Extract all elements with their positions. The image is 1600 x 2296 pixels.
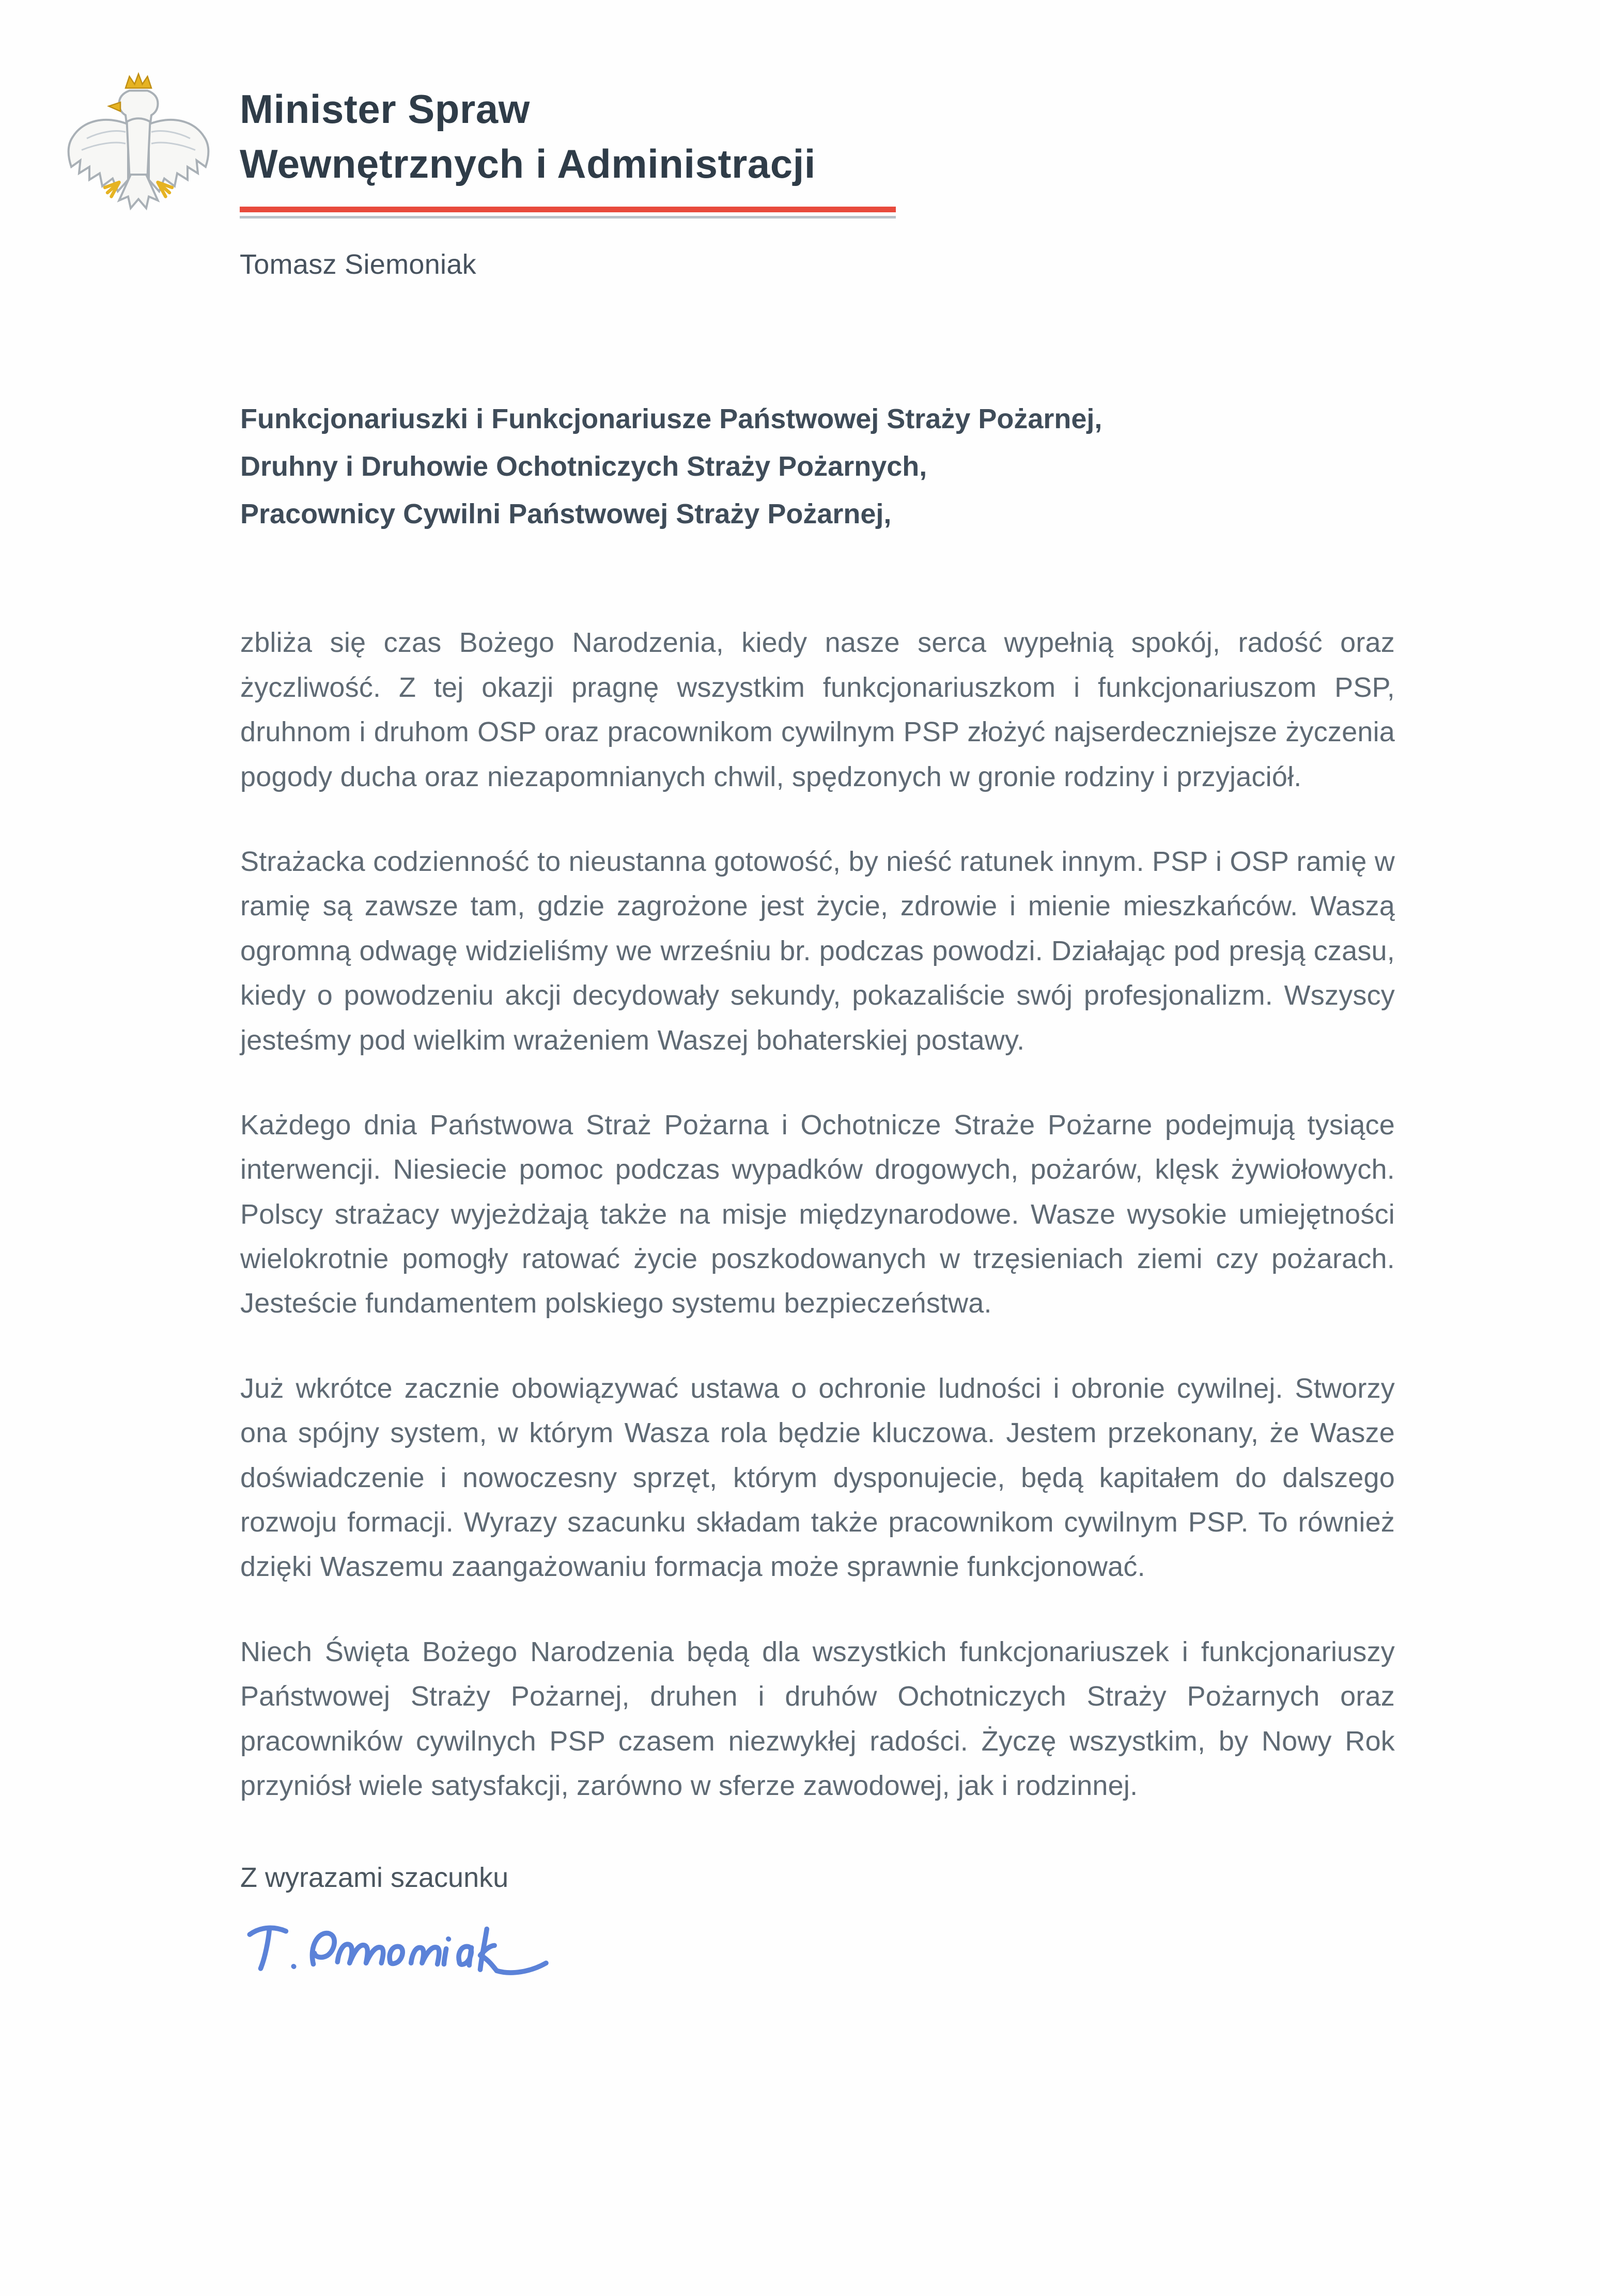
- ministry-block: [240, 67, 896, 280]
- letter-paragraph: Niech Święta Bożego Narodzenia będą dla wszystkich funkcjonariuszek i funkcjonariuszy Państwowej Straży Pożarnej, druhen i druhów Ochotniczych Straży Pożarnych oraz pracowników cywilnych PSP czasem niezwykłej radości. Życzę wszystkim, by Nowy Rok przyniósł wiele satysfakcji, zarówno w sferze zawodowej, jak i rodzinnej.: [240, 1636, 1395, 1801]
- polish-eagle-emblem-icon: [61, 67, 216, 230]
- letter-paragraph: zbliża się czas Bożego Narodzenia, kiedy nasze serca wypełnią spokój, radość oraz życzliwość. Z tej okazji pragnę wszystkim funkcjonariuszkom i funkcjonariuszom PSP, druhnom i druhom OSP oraz pracownikom cywilnym PSP złożyć najserdeczniejsze życzenia pogody ducha oraz niezapomnianych chwil, spędzonych w gronie rodziny i przyjaciół.: [240, 627, 1395, 792]
- signature-stroke: [469, 1948, 471, 1965]
- signature-stroke: [444, 1949, 446, 1964]
- signature-stroke: [448, 1939, 449, 1940]
- salutation-line: Pracownicy Cywilni Państwowej Straży Pożarnej,: [240, 498, 892, 529]
- closing-phrase: Z wyrazami szacunku: [240, 1862, 509, 1894]
- signature-stroke: [483, 1957, 497, 1971]
- salutation-line: Funkcjonariuszki i Funkcjonariusze Państwowej Straży Pożarnej,: [240, 403, 1102, 434]
- letterhead: [61, 67, 896, 280]
- header-rule-gray: [240, 216, 896, 218]
- signature-stroke: [312, 1933, 334, 1964]
- header-rule-red: [240, 207, 896, 212]
- signature-stroke: [337, 1944, 383, 1963]
- letter-body: [240, 396, 1395, 1995]
- ministry-name: [240, 82, 896, 191]
- minister-name: Tomasz Siemoniak: [240, 249, 476, 280]
- letter-paragraph: Każdego dnia Państwowa Straż Pożarna i Ochotnicze Straże Pożarne podejmują tysiące interwencji. Niesiecie pomoc podczas wypadków drogowych, pożarów, klęsk żywiołowych. Polscy strażacy wyjeżdżają także na misje międzynarodowe. Wasze wysokie umiejętności wielokrotnie pomogły ratować życie poszkodowanych w trzęsieniach ziemi czy pożarach. Jesteście fundamentem polskiego systemu bezpieczeństwa.: [240, 1109, 1395, 1319]
- letter-paragraph: Już wkrótce zacznie obowiązywać ustawa o ochronie ludności i obronie cywilnej. Stworzy ona spójny system, w którym Wasza rola będzie kluczowa. Jestem przekonany, że Wasze doświadczenie i nowoczesny sprzęt, którym dysponujecie, będą kapitałem do dalszego rozwoju formacji. Wyrazy szacunku składam także pracownikom cywilnym PSP. To również dzięki Waszemu zaangażowaniu formacja może sprawnie funkcjonować.: [240, 1372, 1395, 1583]
- ministry-name-line1: Minister Spraw: [240, 86, 530, 132]
- ministry-name-line2: Wewnętrznych i Administracji: [240, 141, 816, 187]
- signature: [240, 1907, 571, 1995]
- letter-paragraph: Strażacka codzienność to nieustanna gotowość, by nieść ratunek innym. PSP i OSP ramię w ramię są zawsze tam, gdzie zagrożone jest życie, zdrowie i mienie mieszkańców. Waszą ogromną odwagę widzieliśmy we wrześniu br. podczas powodzi. Działając pod presją czasu, kiedy o powodzeniu akcji decydowały sekundy, pokazaliście swój profesjonalizm. Wszyscy jesteśmy pod wielkim wrażeniem Waszej bohaterskiej postawy.: [240, 846, 1395, 1056]
- header-divider: [240, 207, 896, 218]
- salutation: [240, 396, 1395, 538]
- signature-stroke: [496, 1963, 546, 1973]
- signature-stroke: [261, 1929, 270, 1969]
- signature-stroke: [411, 1947, 439, 1964]
- signature-stroke: [293, 1966, 294, 1967]
- signature-stroke: [390, 1947, 402, 1964]
- salutation-line: Druhny i Druhowie Ochotniczych Straży Pożarnych,: [240, 450, 927, 482]
- signature-handwriting-icon: [240, 1907, 571, 1995]
